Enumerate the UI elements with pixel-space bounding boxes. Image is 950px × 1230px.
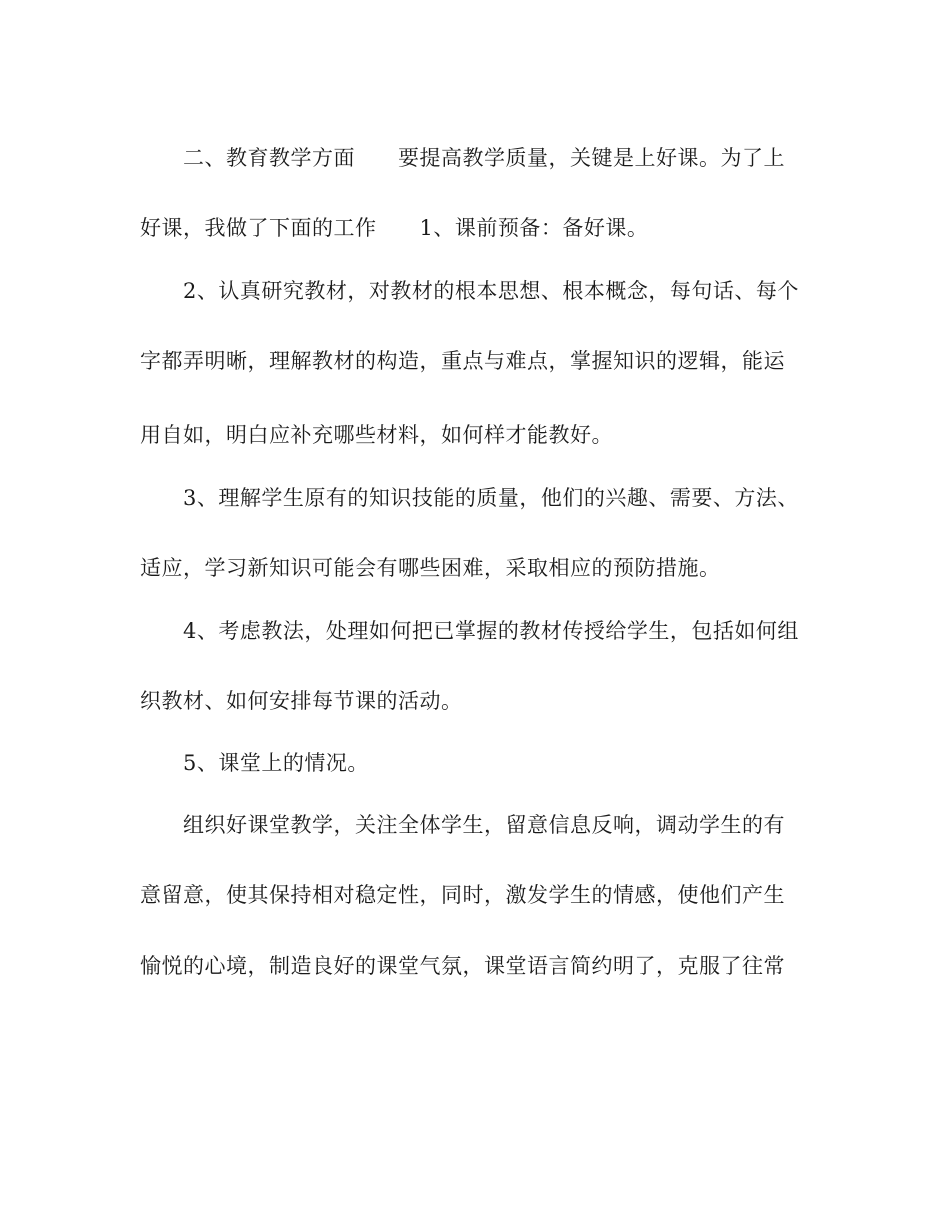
paragraph-line: 字都弄明晰，理解教材的构造，重点与难点，掌握知识的逻辑，能运 <box>140 349 785 373</box>
paragraph-line: 二、教育教学方面 要提高教学质量，关键是上好课。为了上 <box>183 146 785 170</box>
paragraph-line: 适应，学习新知识可能会有哪些困难，采取相应的预防措施。 <box>140 556 721 580</box>
paragraph-line: 3、理解学生原有的知识技能的质量，他们的兴趣、需要、方法、 <box>183 486 799 510</box>
paragraph-line: 意留意，使其保持相对稳定性，同时，激发学生的情感，使他们产生 <box>140 883 785 907</box>
paragraph-line: 好课，我做了下面的工作 1、课前预备：备好课。 <box>140 216 649 240</box>
paragraph-line: 4、考虑教法，处理如何把已掌握的教材传授给学生，包括如何组 <box>183 619 799 643</box>
paragraph-line: 5、课堂上的情况。 <box>183 751 369 775</box>
paragraph-line: 愉悦的心境，制造良好的课堂气氛，课堂语言简约明了，克服了往常 <box>140 954 785 978</box>
paragraph-line: 织教材、如何安排每节课的活动。 <box>140 689 463 713</box>
paragraph-line: 2、认真研究教材，对教材的根本思想、根本概念，每句话、每个 <box>183 279 799 303</box>
paragraph-line: 用自如，明白应补充哪些材料，如何样才能教好。 <box>140 423 613 447</box>
paragraph-line: 组织好课堂教学，关注全体学生，留意信息反响，调动学生的有 <box>183 813 785 837</box>
